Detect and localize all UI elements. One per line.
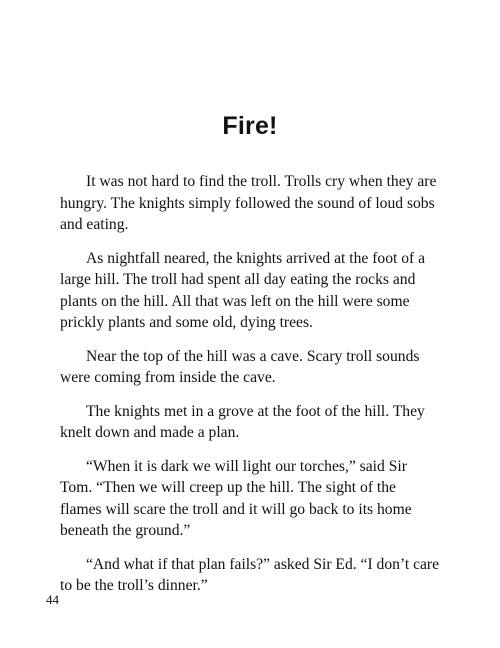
chapter-title: Fire! xyxy=(222,112,278,140)
paragraph: The knights met in a grove at the foot of the hill. They knelt down and made a plan. xyxy=(60,402,425,441)
paragraph: “And what if that plan fails?” asked Sir Ed. “I don’t care to be the troll’s dinner.” xyxy=(60,555,440,594)
paragraph: It was not hard to find the troll. Trolls cry when they are hungry. The knights simply followed the sound of loud sobs and eating. xyxy=(60,173,437,233)
paragraph: “When it is dark we will light our torches,” said Sir Tom. “Then we will creep up the hill. The sight of the flames will scare the troll and it will go back to its home beneath the ground.” xyxy=(60,457,412,539)
page-number: 44 xyxy=(46,592,59,607)
paragraph: As nightfall neared, the knights arrived at the foot of a large hill. The troll had spent all day eating the rocks and plants on the hill. All that was left on the hill were some prickly plants and some old, dying trees. xyxy=(60,249,426,331)
chapter-body xyxy=(60,171,440,609)
paragraph: Near the top of the hill was a cave. Scary troll sounds were coming from inside the cave. xyxy=(60,347,420,386)
